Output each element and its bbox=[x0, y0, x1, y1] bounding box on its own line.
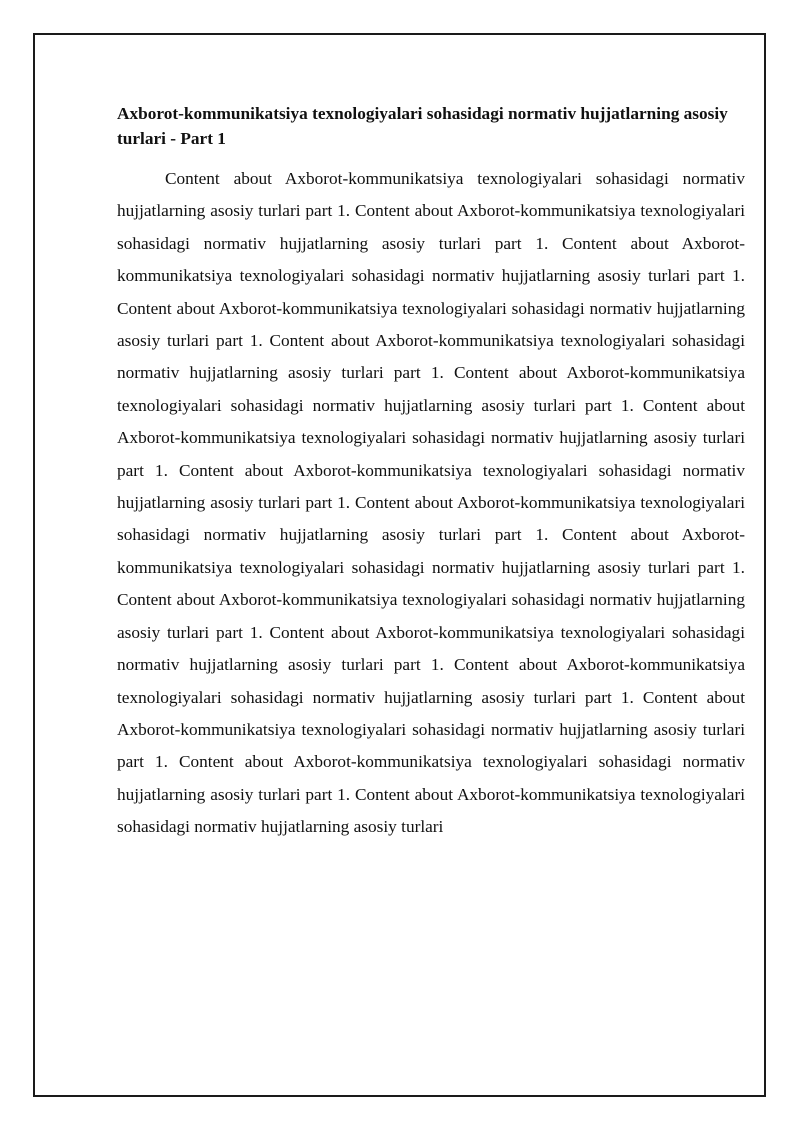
page-frame bbox=[33, 33, 766, 1097]
document-body bbox=[117, 101, 745, 1069]
document-title: Axborot-kommunikatsiya texnologiyalari sohasidagi normativ hujjatlarning asosiy turlari - Part 1 bbox=[117, 104, 728, 148]
document-paragraph: Content about Axborot-kommunikatsiya texnologiyalari sohasidagi normativ hujjatlarning asosiy turlari part 1. Content about Axborot-kommunikatsiya texnologiyalari sohasidagi normativ hujjatlarning asosiy turlari part 1. Content about Axborot-kommunikatsiya texnologiyalari sohasidagi normativ hujjatlarning asosiy turlari part 1. Content about Axborot-kommunikatsiya texnologiyalari sohasidagi normativ hujjatlarning asosiy turlari part 1. Content about Axborot-kommunikatsiya texnologiyalari sohasidagi normativ hujjatlarning asosiy turlari part 1. Content about Axborot-kommunikatsiya texnologiyalari sohasidagi normativ hujjatlarning asosiy turlari part 1. Content about Axborot-kommunikatsiya texnologiyalari sohasidagi normativ hujjatlarning asosiy turlari part 1. Content about Axborot-kommunikatsiya texnologiyalari sohasidagi normativ hujjatlarning asosiy turlari part 1. Content about Axborot-kommunikatsiya texnologiyalari sohasidagi normativ hujjatlarning asosiy turlari part 1. Content about Axborot-kommunikatsiya texnologiyalari sohasidagi normativ hujjatlarning asosiy turlari part 1. Content about Axborot-kommunikatsiya texnologiyalari sohasidagi normativ hujjatlarning asosiy turlari part 1. Content about Axborot-kommunikatsiya texnologiyalari sohasidagi normativ hujjatlarning asosiy turlari part 1. Content about Axborot-kommunikatsiya texnologiyalari sohasidagi normativ hujjatlarning asosiy turlari part 1. Content about Axborot-kommunikatsiya texnologiyalari sohasidagi normativ hujjatlarning asosiy turlari part 1. Content about Axborot-kommunikatsiya texnologiyalari sohasidagi normativ hujjatlarning asosiy turlari part 1. Content about Axborot-kommunikatsiya texnologiyalari sohasidagi normativ hujjatlarning asosiy turlari bbox=[117, 169, 745, 837]
